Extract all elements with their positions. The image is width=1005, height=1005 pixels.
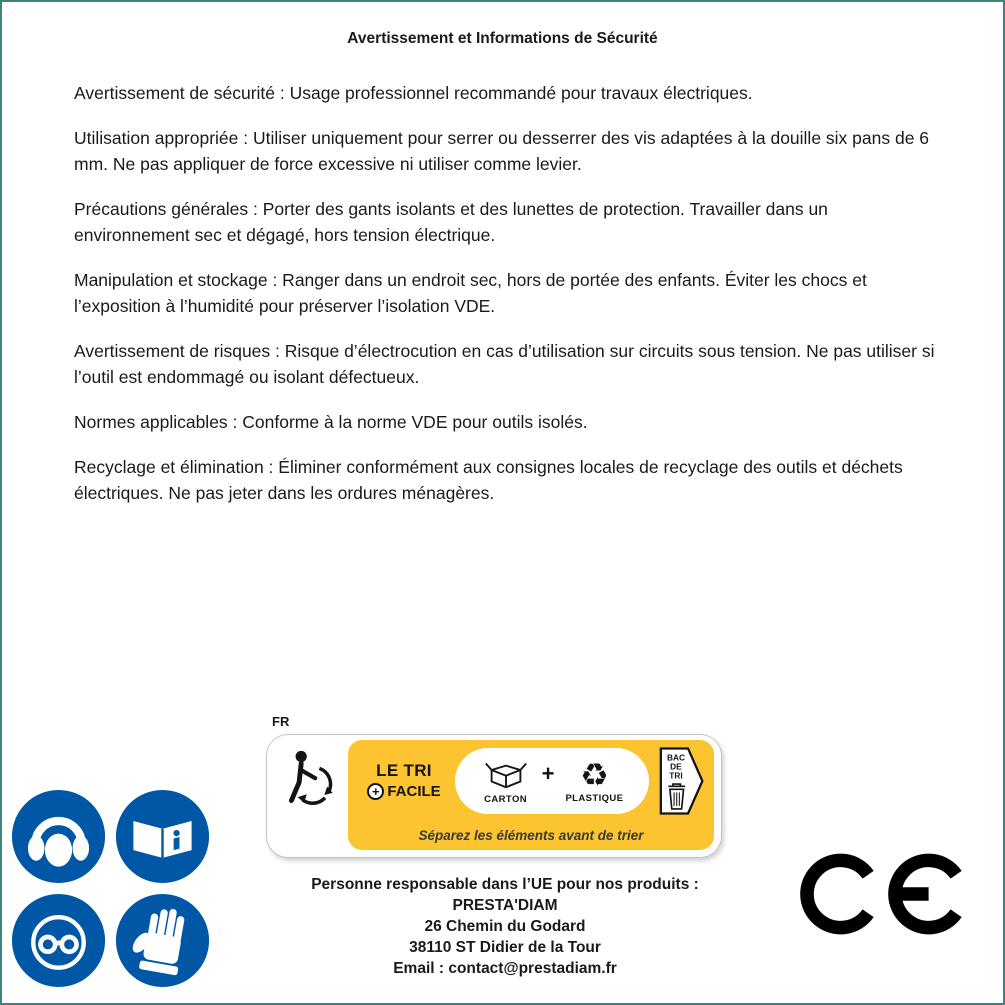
- wear-protective-gloves-icon: [114, 892, 211, 989]
- recycling-symbol-icon: ♻: [580, 755, 609, 794]
- safety-paragraph: Normes applicables : Conforme à la norme VDE pour outils isolés.: [74, 412, 588, 432]
- plastique-material: ♻ PLASTIQUE: [565, 755, 624, 804]
- country-code-label: FR: [272, 714, 290, 729]
- plus-separator: +: [541, 760, 555, 786]
- bac-de-tri-tag: [655, 747, 709, 815]
- safety-paragraph: Manipulation et stockage : Ranger dans un endroit sec, hors de portée des enfants. Éviter les chocs et l’exposition à l’humidité pour préserver l’isolation VDE.: [74, 270, 867, 316]
- responsible-heading: Personne responsable dans l’UE pour nos produits :: [311, 876, 699, 893]
- page-title: Avertissement et Informations de Sécurité: [347, 30, 658, 47]
- safety-paragraph: Recyclage et élimination : Éliminer conformément aux consignes locales de recyclage des outils et déchets électriques. Ne pas jeter dans les ordures ménagères.: [74, 457, 903, 503]
- safety-paragraph: Avertissement de risques : Risque d’électrocution en cas d’utilisation sur circuits sous tension. Ne pas utiliser si l’outil est endommagé ou isolant défectueux.: [74, 341, 935, 387]
- triman-icon: [274, 740, 348, 821]
- le-tri-facile-label: LE TRI + FACILE: [353, 761, 455, 800]
- contact-email: Email : contact@prestadiam.fr: [393, 960, 617, 977]
- mandatory-pictogram-grid: [10, 788, 211, 989]
- svg-text:BAC: BAC: [666, 752, 685, 763]
- safety-paragraph: Précautions générales : Porter des gants isolants et des lunettes de protection. Travailler dans un environnement sec et dégagé, hors tension électrique.: [74, 199, 828, 245]
- svg-text:DE: DE: [670, 761, 682, 772]
- company-name: PRESTA'DIAM: [452, 897, 558, 914]
- safety-paragraph: Avertissement de sécurité : Usage professionnel recommandé pour travaux électriques.: [74, 83, 753, 103]
- sorting-tagline: Séparez les éléments avant de trier: [348, 821, 714, 850]
- materials-pill: [455, 748, 649, 814]
- wear-eye-protection-icon: [10, 892, 107, 989]
- facile-label: FACILE: [387, 783, 441, 800]
- info-tri-recycling-badge: [266, 734, 722, 858]
- address-line: 26 Chemin du Godard: [424, 918, 586, 935]
- responsible-person-block: [252, 874, 758, 979]
- info-tri-top-row: [274, 740, 714, 821]
- ce-marking-logo: [799, 850, 971, 938]
- read-instruction-manual-icon: [114, 788, 211, 885]
- svg-text:TRI: TRI: [669, 770, 683, 781]
- wear-ear-protection-icon: [10, 788, 107, 885]
- address-line: 38110 ST Didier de la Tour: [409, 939, 601, 956]
- safety-paragraphs: [74, 80, 943, 506]
- plus-circle-icon: +: [367, 783, 384, 800]
- info-tri-yellow-panel: [348, 740, 714, 821]
- carton-box-icon: [481, 757, 531, 793]
- safety-paragraph: Utilisation appropriée : Utiliser uniquement pour serrer ou desserrer des vis adaptées à la douille six pans de 6 mm. Ne pas appliquer de force excessive ni utiliser comme levier.: [74, 128, 930, 174]
- carton-material: CARTON: [481, 757, 531, 805]
